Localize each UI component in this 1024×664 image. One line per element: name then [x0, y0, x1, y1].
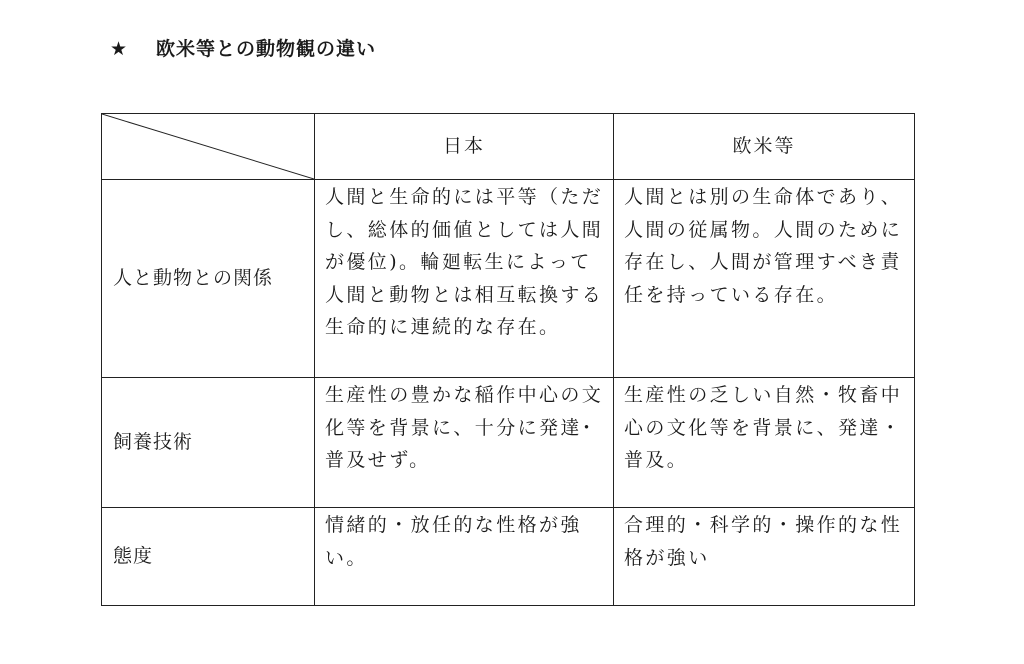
west-cell: [614, 508, 915, 606]
japan-cell: [315, 180, 614, 378]
table-row: [102, 508, 915, 606]
row-label: 態度: [102, 508, 315, 606]
west-cell: [614, 378, 915, 508]
west-cell-text: 人間とは別の生命体であり、人間の従属物。人間のために存在し、人間が管理すべき責任を持っている存在。: [624, 186, 903, 306]
heading-title: 欧米等との動物観の違い: [156, 38, 377, 60]
column-header-japan: 日本: [315, 114, 614, 180]
west-cell-text: 合理的・科学的・操作的な性格が強い: [624, 514, 903, 569]
japan-cell-text: 情緒的・放任的な性格が強い。: [325, 514, 582, 569]
column-header-west: 欧米等: [614, 114, 915, 180]
table-row: [102, 378, 915, 508]
row-label: 人と動物との関係: [102, 180, 315, 378]
japan-cell-text: 人間と生命的には平等（ただし、総体的価値としては人間が優位)。輪廻転生によって人間と動物とは相互転換する生命的に連続的な存在。: [325, 186, 604, 338]
star-icon: ★: [110, 38, 129, 60]
japan-cell: [315, 378, 614, 508]
table-row: [102, 180, 915, 378]
west-cell-text: 生産性の乏しい自然・牧畜中心の文化等を背景に、発達・普及。: [624, 384, 903, 471]
page-heading: [110, 34, 376, 61]
corner-cell: [102, 114, 315, 180]
west-cell: [614, 180, 915, 378]
comparison-table: [101, 113, 915, 606]
japan-cell: [315, 508, 614, 606]
diagonal-line: [102, 114, 314, 179]
japan-cell-text: 生産性の豊かな稲作中心の文化等を背景に、十分に発達･普及せず。: [325, 384, 604, 471]
table-header-row: [102, 114, 915, 180]
row-label: 飼養技術: [102, 378, 315, 508]
